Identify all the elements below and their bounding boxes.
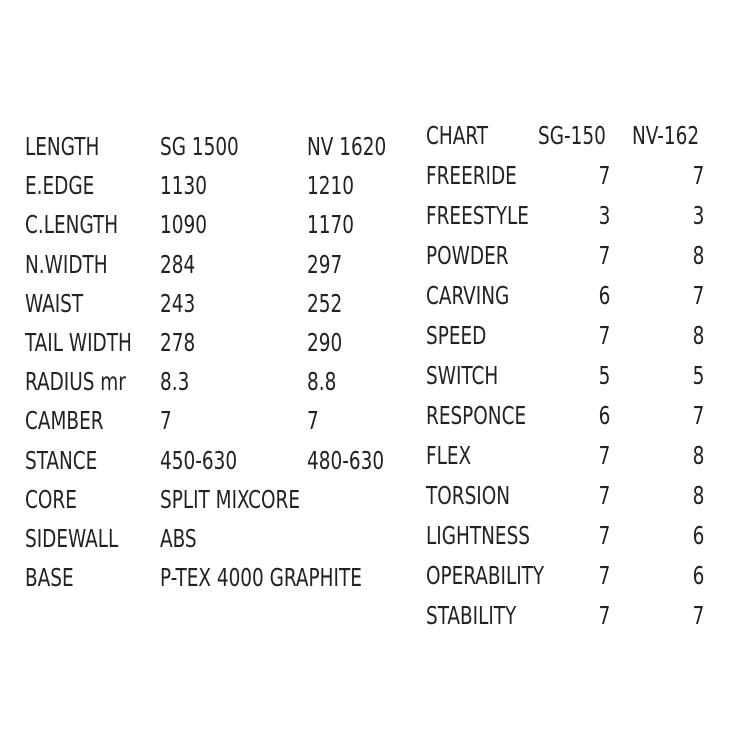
spec-value-sg: 8.3 — [160, 367, 190, 397]
spec-row — [25, 323, 395, 362]
spec-label: BASE — [25, 563, 74, 593]
chart-value-nv: 7 — [692, 161, 704, 190]
chart-row — [426, 356, 716, 396]
spec-label: RADIUS mr — [25, 367, 126, 397]
chart-label: OPERABILITY — [426, 561, 545, 590]
spec-value-nv: 7 — [307, 406, 319, 436]
chart-label: CARVING — [426, 281, 510, 310]
spec-row — [25, 245, 395, 284]
spec-row — [25, 166, 395, 205]
spec-value-sg: 7 — [160, 406, 172, 436]
spec-label: WAIST — [25, 288, 84, 318]
chart-label: FREESTYLE — [426, 201, 529, 230]
spec-label: N.WIDTH — [25, 249, 108, 279]
chart-value-sg: 5 — [598, 361, 610, 390]
chart-value-sg: 7 — [598, 441, 610, 470]
spec-value-sg: 1130 — [160, 171, 207, 201]
chart-label: SWITCH — [426, 361, 499, 390]
spec-row — [25, 205, 395, 244]
chart-row — [426, 516, 716, 556]
chart-value-sg: 7 — [598, 601, 610, 630]
rating-chart-table — [426, 116, 716, 636]
spec-value-nv: 8.8 — [307, 367, 337, 397]
chart-value-nv: 6 — [692, 521, 704, 550]
chart-value-sg: 7 — [598, 561, 610, 590]
chart-row — [426, 196, 716, 236]
spec-value-sg: 278 — [160, 327, 196, 357]
chart-header-nv: NV-162 — [632, 121, 700, 150]
chart-header-sg: SG-150 — [538, 121, 606, 150]
spec-row — [25, 127, 395, 166]
chart-row — [426, 316, 716, 356]
chart-value-nv: 8 — [692, 481, 704, 510]
spec-row — [25, 519, 395, 558]
spec-value-sg: ABS — [160, 523, 197, 553]
spec-value-nv: NV 1620 — [307, 132, 387, 161]
spec-value-sg: P-TEX 4000 GRAPHITE — [160, 563, 362, 593]
spec-value-sg: SG 1500 — [160, 132, 239, 161]
spec-label: C.LENGTH — [25, 210, 119, 240]
chart-value-nv: 3 — [692, 201, 704, 230]
spec-value-nv: 252 — [307, 288, 343, 318]
spec-label: CORE — [25, 484, 77, 514]
spec-row — [25, 558, 395, 597]
chart-label: POWDER — [426, 241, 509, 270]
spec-row — [25, 480, 395, 519]
chart-value-nv: 8 — [692, 441, 704, 470]
chart-label: LIGHTNESS — [426, 521, 531, 550]
chart-value-nv: 8 — [692, 241, 704, 270]
chart-row — [426, 556, 716, 596]
chart-label: SPEED — [426, 321, 487, 350]
spec-label: TAIL WIDTH — [25, 327, 132, 357]
spec-value-sg: 284 — [160, 249, 196, 279]
chart-label: FLEX — [426, 441, 472, 470]
chart-value-nv: 7 — [692, 401, 704, 430]
spec-value-nv: 290 — [307, 327, 343, 357]
chart-value-sg: 6 — [598, 281, 610, 310]
chart-value-nv: 7 — [692, 281, 704, 310]
spec-label: SIDEWALL — [25, 523, 119, 553]
spec-label: E.EDGE — [25, 171, 95, 201]
chart-row — [426, 236, 716, 276]
chart-row — [426, 476, 716, 516]
spec-row — [25, 401, 395, 440]
chart-value-sg: 3 — [598, 201, 610, 230]
spec-row — [25, 441, 395, 480]
chart-row — [426, 156, 716, 196]
chart-value-nv: 6 — [692, 561, 704, 590]
chart-value-sg: 6 — [598, 401, 610, 430]
chart-row — [426, 436, 716, 476]
chart-header-label: CHART — [426, 121, 488, 150]
chart-label: FREERIDE — [426, 161, 517, 190]
chart-row — [426, 596, 716, 636]
chart-value-nv: 5 — [692, 361, 704, 390]
chart-value-sg: 7 — [598, 321, 610, 350]
spec-value-sg: 450-630 — [160, 445, 238, 475]
spec-value-sg: SPLIT MIXCORE — [160, 484, 301, 514]
chart-value-sg: 7 — [598, 241, 610, 270]
spec-value-nv: 1210 — [307, 171, 354, 201]
chart-value-sg: 7 — [598, 521, 610, 550]
chart-value-nv: 7 — [692, 601, 704, 630]
chart-value-sg: 7 — [598, 161, 610, 190]
chart-header-row — [426, 116, 716, 156]
spec-label: LENGTH — [25, 132, 100, 161]
spec-value-sg: 1090 — [160, 210, 207, 240]
chart-label: RESPONCE — [426, 401, 527, 430]
spec-label: CAMBER — [25, 406, 104, 436]
spec-value-nv: 1170 — [307, 210, 354, 240]
spec-value-sg: 243 — [160, 288, 196, 318]
spec-row — [25, 362, 395, 401]
chart-row — [426, 396, 716, 436]
chart-value-sg: 7 — [598, 481, 610, 510]
spec-value-nv: 297 — [307, 249, 343, 279]
chart-row — [426, 276, 716, 316]
chart-label: TORSION — [426, 481, 511, 510]
spec-row — [25, 284, 395, 323]
spec-value-nv: 480-630 — [307, 445, 385, 475]
chart-label: STABILITY — [426, 601, 517, 630]
specifications-table — [25, 127, 395, 597]
chart-value-nv: 8 — [692, 321, 704, 350]
spec-label: STANCE — [25, 445, 98, 475]
